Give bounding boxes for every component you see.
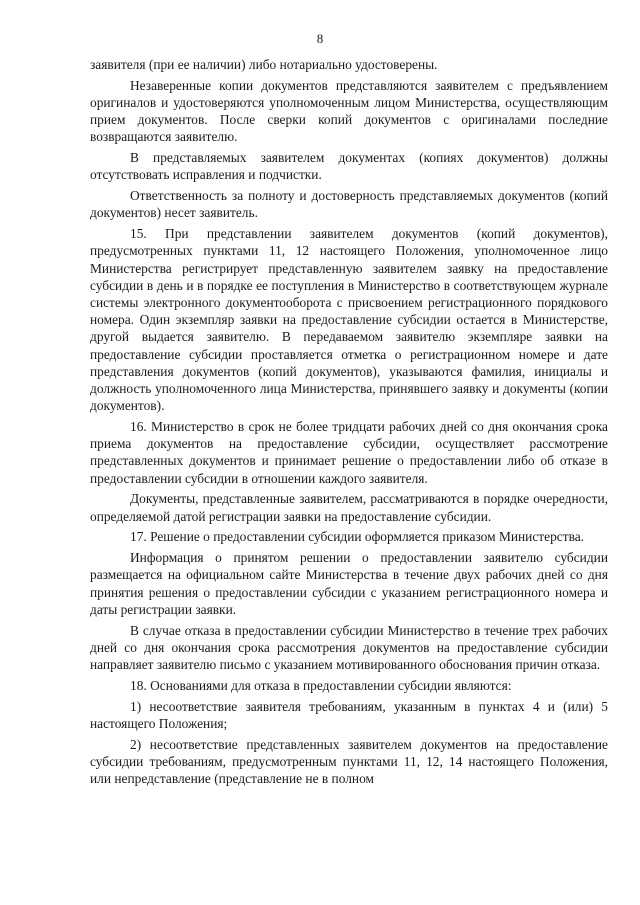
document-body bbox=[90, 56, 608, 791]
list-item-1: 1) несоответствие заявителя требованиям, указанным в пунктах 4 и (или) 5 настоящего Положения; bbox=[90, 698, 608, 731]
paragraph-review-order: Документы, представленные заявителем, рассматриваются в порядке очередности, определяемой датой регистрации заявки на предоставление субсидии. bbox=[90, 491, 608, 524]
paragraph-clause-17: 17. Решение о предоставлении субсидии оформляется приказом Министерства. bbox=[130, 529, 585, 545]
paragraph-no-corrections: В представляемых заявителем документах (копиях документов) должны отсутствовать исправления и подчистки. bbox=[90, 150, 608, 183]
paragraph-continuation: заявителя (при ее наличии) либо нотариально удостоверены. bbox=[90, 57, 438, 72]
paragraph-clause-18: 18. Основаниями для отказа в предоставлении субсидии являются: bbox=[130, 677, 512, 693]
paragraph-clause-16: 16. Министерство в срок не более тридцати рабочих дней со дня окончания срока приема документов на предоставление субсидии, осуществляет рассмотрение представленных документов и принимает решение о предоставлении либо об отказе в предоставлении субсидии в отношении каждого заявителя. bbox=[90, 419, 608, 486]
page-number: 8 bbox=[316, 31, 324, 46]
paragraph-publication: Информация о принятом решении о предоставлении заявителю субсидии размещается на официальном сайте Министерства в течение двух рабочих дней со дня принятия решения о предоставлении субсидии с указанием регистрационного номера и даты регистрации заявки. bbox=[90, 550, 608, 617]
list-item-2: 2) несоответствие представленных заявителем документов на предоставление субсидии требованиям, предусмотренным пунктами 11, 12, 14 настоящего Положения, или непредставление (представление не в полном bbox=[90, 736, 608, 787]
paragraph-refusal-notice: В случае отказа в предоставлении субсидии Министерство в течение трех рабочих дней со дня окончания срока рассмотрения документов на предоставление субсидии направляет заявителю письмо с указанием мотивированного обоснования причин отказа. bbox=[90, 622, 608, 673]
paragraph-unverified-copies: Незаверенные копии документов представляются заявителем с предъявлением оригиналов и удостоверяются уполномоченным лицом Министерства, осуществляющим прием документов. После сверки копий документов с оригиналами последние возвращаются заявителю. bbox=[90, 77, 608, 145]
paragraph-responsibility: Ответственность за полноту и достоверность представляемых документов (копий документов) несет заявитель. bbox=[90, 188, 608, 221]
paragraph-clause-15: 15. При представлении заявителем документов (копий документов), предусмотренных пунктами 11, 12 настоящего Положения, уполномоченное лицо Министерства регистрирует представленную заявителем заявку на предоставление субсидии в день и в порядке ее поступления в Министерство в соответствующем журнале системы электронного документооборота с присвоением регистрационного порядкового номера. Один экземпляр заявки на предоставление субсидии остается в Министерстве, другой выдается заявителю. В передаваемом заявителю экземпляре заявки на предоставление субсидии проставляется отметка о регистрационном номере и дате представления документов (копий документов), указываются фамилия, инициалы и должность уполномоченного лица Министерства, принявшего заявку и документы (копии документов). bbox=[90, 226, 608, 414]
